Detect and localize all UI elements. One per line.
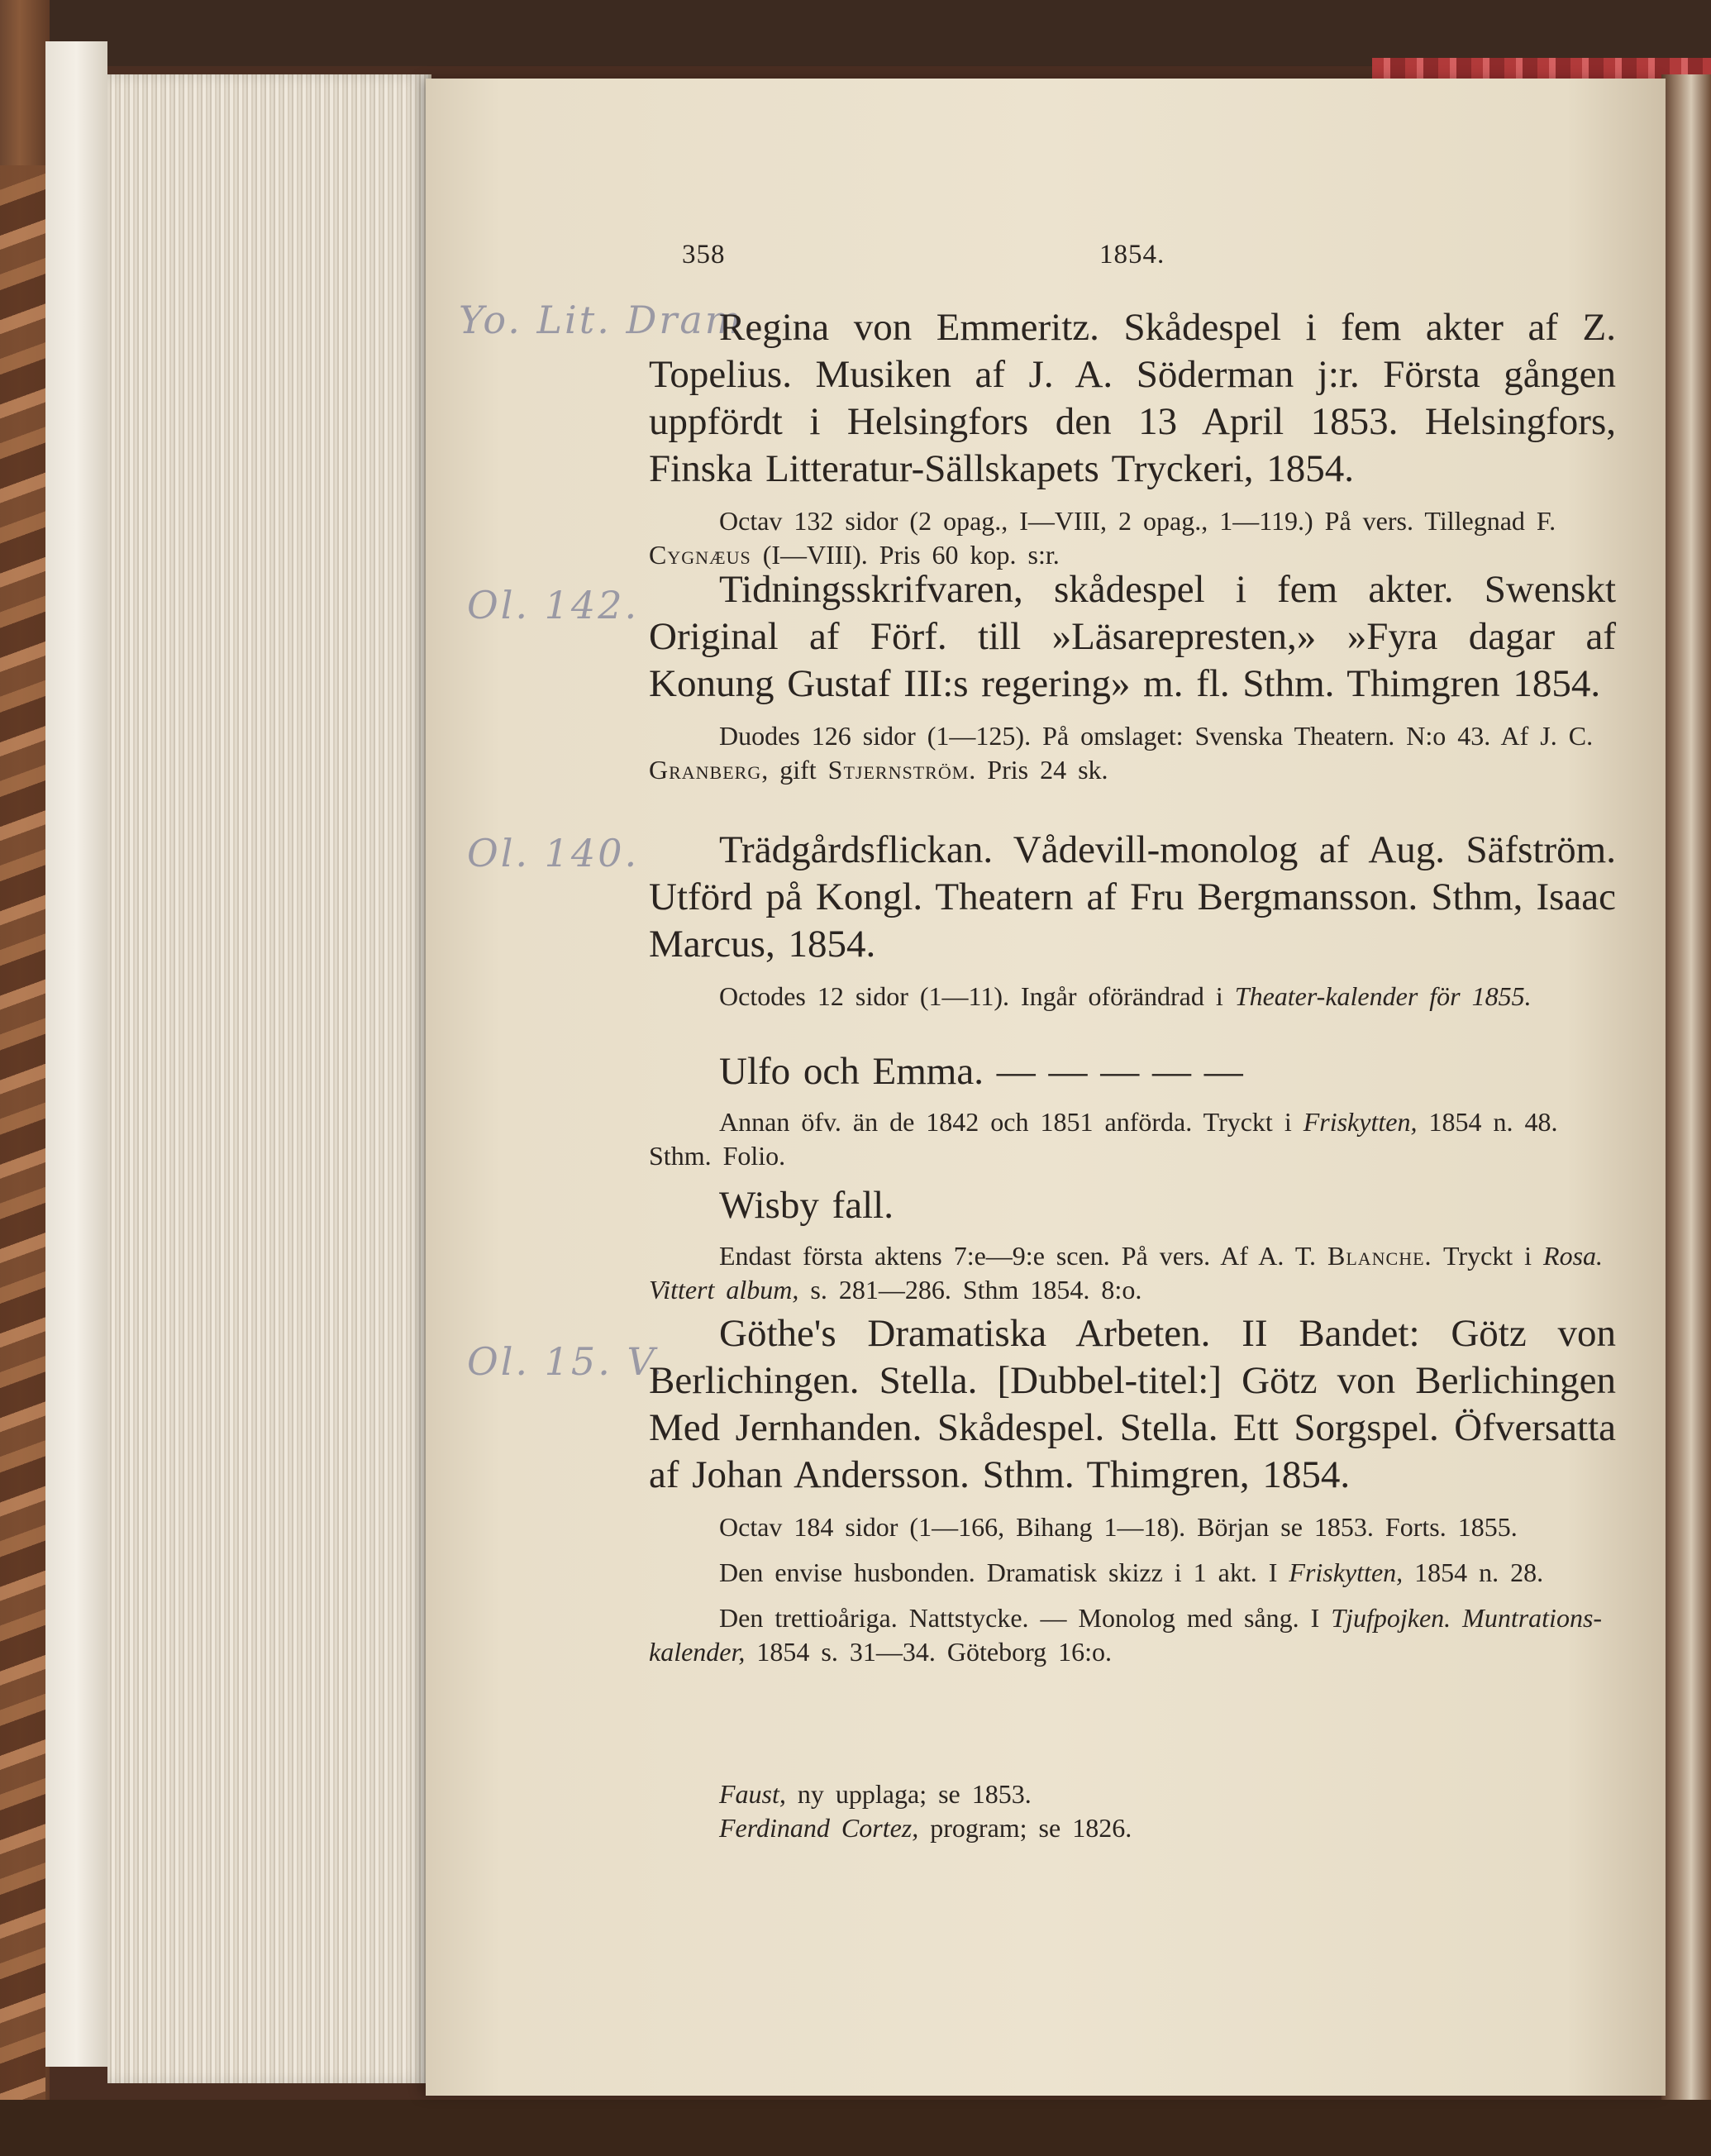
entry-note: Den envise husbonden. Dramatisk skizz i 1 akt. I Friskytten, 1854 n. 28. [719,1557,1544,1587]
cover-edge [45,41,107,2067]
entry [649,566,1616,787]
reference-line: Faust, ny upplaga; se 1853. [719,1779,1032,1809]
entry-note: Octodes 12 sidor (1—11). Ingår oförändrad i Theater-kalender för 1855. [719,981,1532,1011]
handwritten-annotation: Ol. 15. V. [467,1339,665,1384]
handwritten-annotation: Ol. 140. [467,831,640,875]
marbled-cover [0,165,45,2100]
page-number: 358 [682,240,726,270]
background-top [0,0,1711,66]
entry [649,1182,1616,1307]
entry [649,304,1616,572]
background-bottom [0,2100,1711,2156]
entry [649,1048,1616,1173]
cross-references [649,1777,1616,1845]
header-year: 1854. [1099,240,1165,270]
entry-note: Den trettioåriga. Nattstycke. — Monolog med sång. I Tjufpojken. Muntrations-kalender, 1854 s. 31—34. Göteborg 16:o. [649,1603,1603,1667]
reference-line: Ferdinand Cortez, program; se 1826. [719,1813,1132,1843]
page-stack [107,74,431,2083]
entry [649,1310,1616,1669]
entry [649,827,1616,1014]
entry-title: Göthe's Dramatiska Arbeten. II Bandet: Götz von Berlichingen. Stella. [Dubbel-titel:] Götz von Berlichingen Med Jernhanden. Skådespel. Stella. Ett Sorgspel. Öfversatta af Johan Andersson. Sthm. Thimgren, 1854. [649,1312,1616,1496]
entry-title: Ulfo och Emma. — — — — — [719,1050,1243,1093]
right-page-edge [1661,74,1711,2100]
entry-note: Octav 184 sidor (1—166, Bihang 1—18). Början se 1853. Forts. 1855. [719,1512,1518,1542]
entry-title: Tidningsskrifvaren, skådespel i fem akter. Swenskt Original af Förf. till »Läsarepresten,» »Fyra dagar af Konung Gustaf III:s regering» m. fl. Sthm. Thimgren 1854. [649,568,1616,705]
entry-note: Octav 132 sidor (2 opag., I—VIII, 2 opag., 1—119.) På vers. Tillegnad F. Cygnæus (I—VIII). Pris 60 kop. s:r. [649,506,1556,570]
handwritten-annotation: Ol. 142. [467,583,640,627]
entry-note: Annan öfv. än de 1842 och 1851 anförda. Tryckt i Friskytten, 1854 n. 48. Sthm. Folio. [649,1107,1558,1171]
entry-note: Duodes 126 sidor (1—125). På omslaget: Svenska Theatern. N:o 43. Af J. C. Granberg, gift Stjernström. Pris 24 sk. [649,721,1594,785]
entry-note: Endast första aktens 7:e—9:e scen. På vers. Af A. T. Blanche. Tryckt i Rosa. Vittert album, s. 281—286. Sthm 1854. 8:o. [649,1241,1604,1305]
running-header [649,240,1616,281]
entry-title: Regina von Emmeritz. Skådespel i fem akter af Z. Topelius. Musiken af J. A. Söderman j:r. Första gången uppfördt i Helsingfors den 13 April 1853. Helsingfors, Finska Litteratur-Sällskapets Tryckeri, 1854. [649,306,1616,490]
entry-title: Wisby fall. [719,1184,894,1227]
entry-title: Trädgårdsflickan. Vådevill-monolog af Aug. Säfström. Utförd på Kongl. Theatern af Fru Bergmansson. Sthm, Isaac Marcus, 1854. [649,828,1616,966]
handwritten-annotation: Yo. Lit. Dram. [459,298,759,342]
